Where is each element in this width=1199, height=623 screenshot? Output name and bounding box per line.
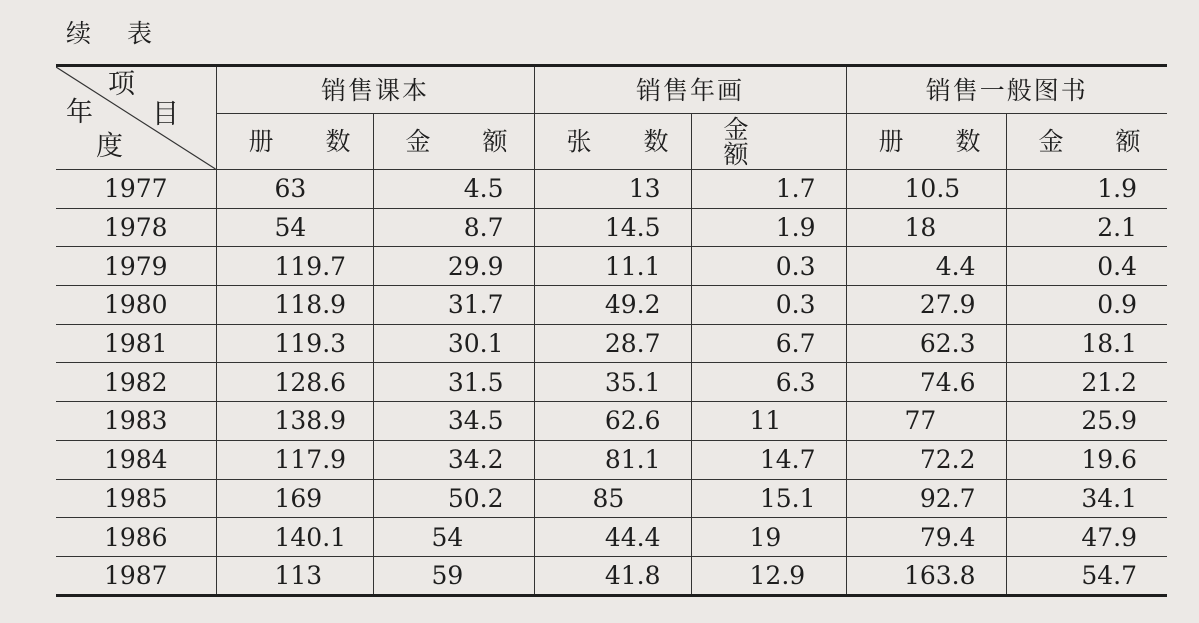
cell-picture-amount: 15.1 [691, 479, 846, 518]
cell-picture-sheets: 28.7 [534, 324, 691, 363]
subheader-picture-sheets: 张 数 [534, 114, 691, 170]
table-row [56, 208, 1167, 247]
cell-picture-sheets: 62.6 [534, 402, 691, 441]
cell-book-amount: 25.9 [1006, 402, 1167, 441]
cell-book-volumes: 27.9 [846, 286, 1006, 325]
year-cell: 1984 [56, 440, 216, 479]
cell-textbook-amount: 34.2 [373, 440, 534, 479]
table-row [56, 363, 1167, 402]
cell-picture-amount: 1.9 [691, 208, 846, 247]
cell-textbook-amount: 59 [373, 556, 534, 595]
cell-textbook-amount: 8.7 [373, 208, 534, 247]
cell-book-amount: 0.9 [1006, 286, 1167, 325]
cell-textbook-volumes: 63 [216, 170, 373, 209]
group-header-general-books: 销售一般图书 [846, 66, 1167, 114]
cell-textbook-volumes: 54 [216, 208, 373, 247]
cell-picture-amount: 6.7 [691, 324, 846, 363]
cell-picture-amount: 0.3 [691, 247, 846, 286]
cell-textbook-amount: 34.5 [373, 402, 534, 441]
cell-picture-amount: 0.3 [691, 286, 846, 325]
cell-book-volumes: 77 [846, 402, 1006, 441]
cell-book-volumes: 62.3 [846, 324, 1006, 363]
cell-textbook-volumes: 140.1 [216, 518, 373, 557]
cell-picture-sheets: 41.8 [534, 556, 691, 595]
cell-picture-sheets: 85 [534, 479, 691, 518]
corner-label-du: 度 [96, 131, 123, 162]
table-caption: 续 表 [66, 19, 166, 48]
cell-book-amount: 2.1 [1006, 208, 1167, 247]
cell-book-amount: 34.1 [1006, 479, 1167, 518]
subheader-picture-amount: 金 额 [691, 114, 846, 170]
cell-book-amount: 0.4 [1006, 247, 1167, 286]
sales-table [56, 64, 1167, 597]
cell-picture-sheets: 49.2 [534, 286, 691, 325]
corner-header [56, 66, 216, 170]
year-cell: 1983 [56, 402, 216, 441]
cell-book-volumes: 10.5 [846, 170, 1006, 209]
cell-picture-amount: 6.3 [691, 363, 846, 402]
cell-book-amount: 47.9 [1006, 518, 1167, 557]
cell-textbook-volumes: 118.9 [216, 286, 373, 325]
cell-textbook-amount: 50.2 [373, 479, 534, 518]
cell-textbook-volumes: 117.9 [216, 440, 373, 479]
cell-picture-sheets: 11.1 [534, 247, 691, 286]
cell-textbook-volumes: 113 [216, 556, 373, 595]
subheader-textbook-volumes: 册 数 [216, 114, 373, 170]
cell-picture-amount: 14.7 [691, 440, 846, 479]
table-row [56, 170, 1167, 209]
header-row-subcolumns [56, 114, 1167, 170]
table-row [56, 247, 1167, 286]
year-cell: 1987 [56, 556, 216, 595]
subheader-book-volumes: 册 数 [846, 114, 1006, 170]
cell-textbook-amount: 4.5 [373, 170, 534, 209]
table-row [56, 286, 1167, 325]
cell-picture-sheets: 81.1 [534, 440, 691, 479]
cell-picture-sheets: 44.4 [534, 518, 691, 557]
cell-picture-sheets: 35.1 [534, 363, 691, 402]
cell-textbook-volumes: 169 [216, 479, 373, 518]
cell-book-amount: 21.2 [1006, 363, 1167, 402]
cell-picture-amount: 1.7 [691, 170, 846, 209]
cell-textbook-volumes: 119.3 [216, 324, 373, 363]
year-cell: 1977 [56, 170, 216, 209]
cell-book-volumes: 72.2 [846, 440, 1006, 479]
year-cell: 1985 [56, 479, 216, 518]
table-row [56, 556, 1167, 595]
subheader-book-amount: 金 额 [1006, 114, 1167, 170]
cell-textbook-amount: 31.7 [373, 286, 534, 325]
cell-picture-amount: 11 [691, 402, 846, 441]
group-header-new-year-pictures: 销售年画 [534, 66, 846, 114]
cell-textbook-amount: 29.9 [373, 247, 534, 286]
corner-label-xiang: 项 [108, 69, 135, 100]
header-row-groups [56, 66, 1167, 114]
year-cell: 1978 [56, 208, 216, 247]
cell-picture-amount: 12.9 [691, 556, 846, 595]
cell-textbook-amount: 31.5 [373, 363, 534, 402]
corner-label-nian: 年 [66, 97, 93, 128]
cell-textbook-volumes: 128.6 [216, 363, 373, 402]
cell-picture-sheets: 13 [534, 170, 691, 209]
table-row [56, 479, 1167, 518]
cell-picture-amount: 19 [691, 518, 846, 557]
year-cell: 1979 [56, 247, 216, 286]
cell-book-amount: 18.1 [1006, 324, 1167, 363]
cell-textbook-volumes: 119.7 [216, 247, 373, 286]
cell-book-volumes: 79.4 [846, 518, 1006, 557]
year-cell: 1982 [56, 363, 216, 402]
cell-book-amount: 19.6 [1006, 440, 1167, 479]
year-cell: 1980 [56, 286, 216, 325]
subheader-textbook-amount: 金 额 [373, 114, 534, 170]
cell-textbook-volumes: 138.9 [216, 402, 373, 441]
cell-book-volumes: 4.4 [846, 247, 1006, 286]
cell-book-volumes: 163.8 [846, 556, 1006, 595]
cell-picture-sheets: 14.5 [534, 208, 691, 247]
cell-book-amount: 1.9 [1006, 170, 1167, 209]
table-row [56, 402, 1167, 441]
corner-label-mu: 目 [152, 99, 179, 130]
cell-textbook-amount: 30.1 [373, 324, 534, 363]
cell-book-amount: 54.7 [1006, 556, 1167, 595]
group-header-textbooks: 销售课本 [216, 66, 534, 114]
year-cell: 1986 [56, 518, 216, 557]
cell-textbook-amount: 54 [373, 518, 534, 557]
year-cell: 1981 [56, 324, 216, 363]
table-row [56, 518, 1167, 557]
cell-book-volumes: 92.7 [846, 479, 1006, 518]
table-row [56, 440, 1167, 479]
cell-book-volumes: 74.6 [846, 363, 1006, 402]
cell-book-volumes: 18 [846, 208, 1006, 247]
table-row [56, 324, 1167, 363]
